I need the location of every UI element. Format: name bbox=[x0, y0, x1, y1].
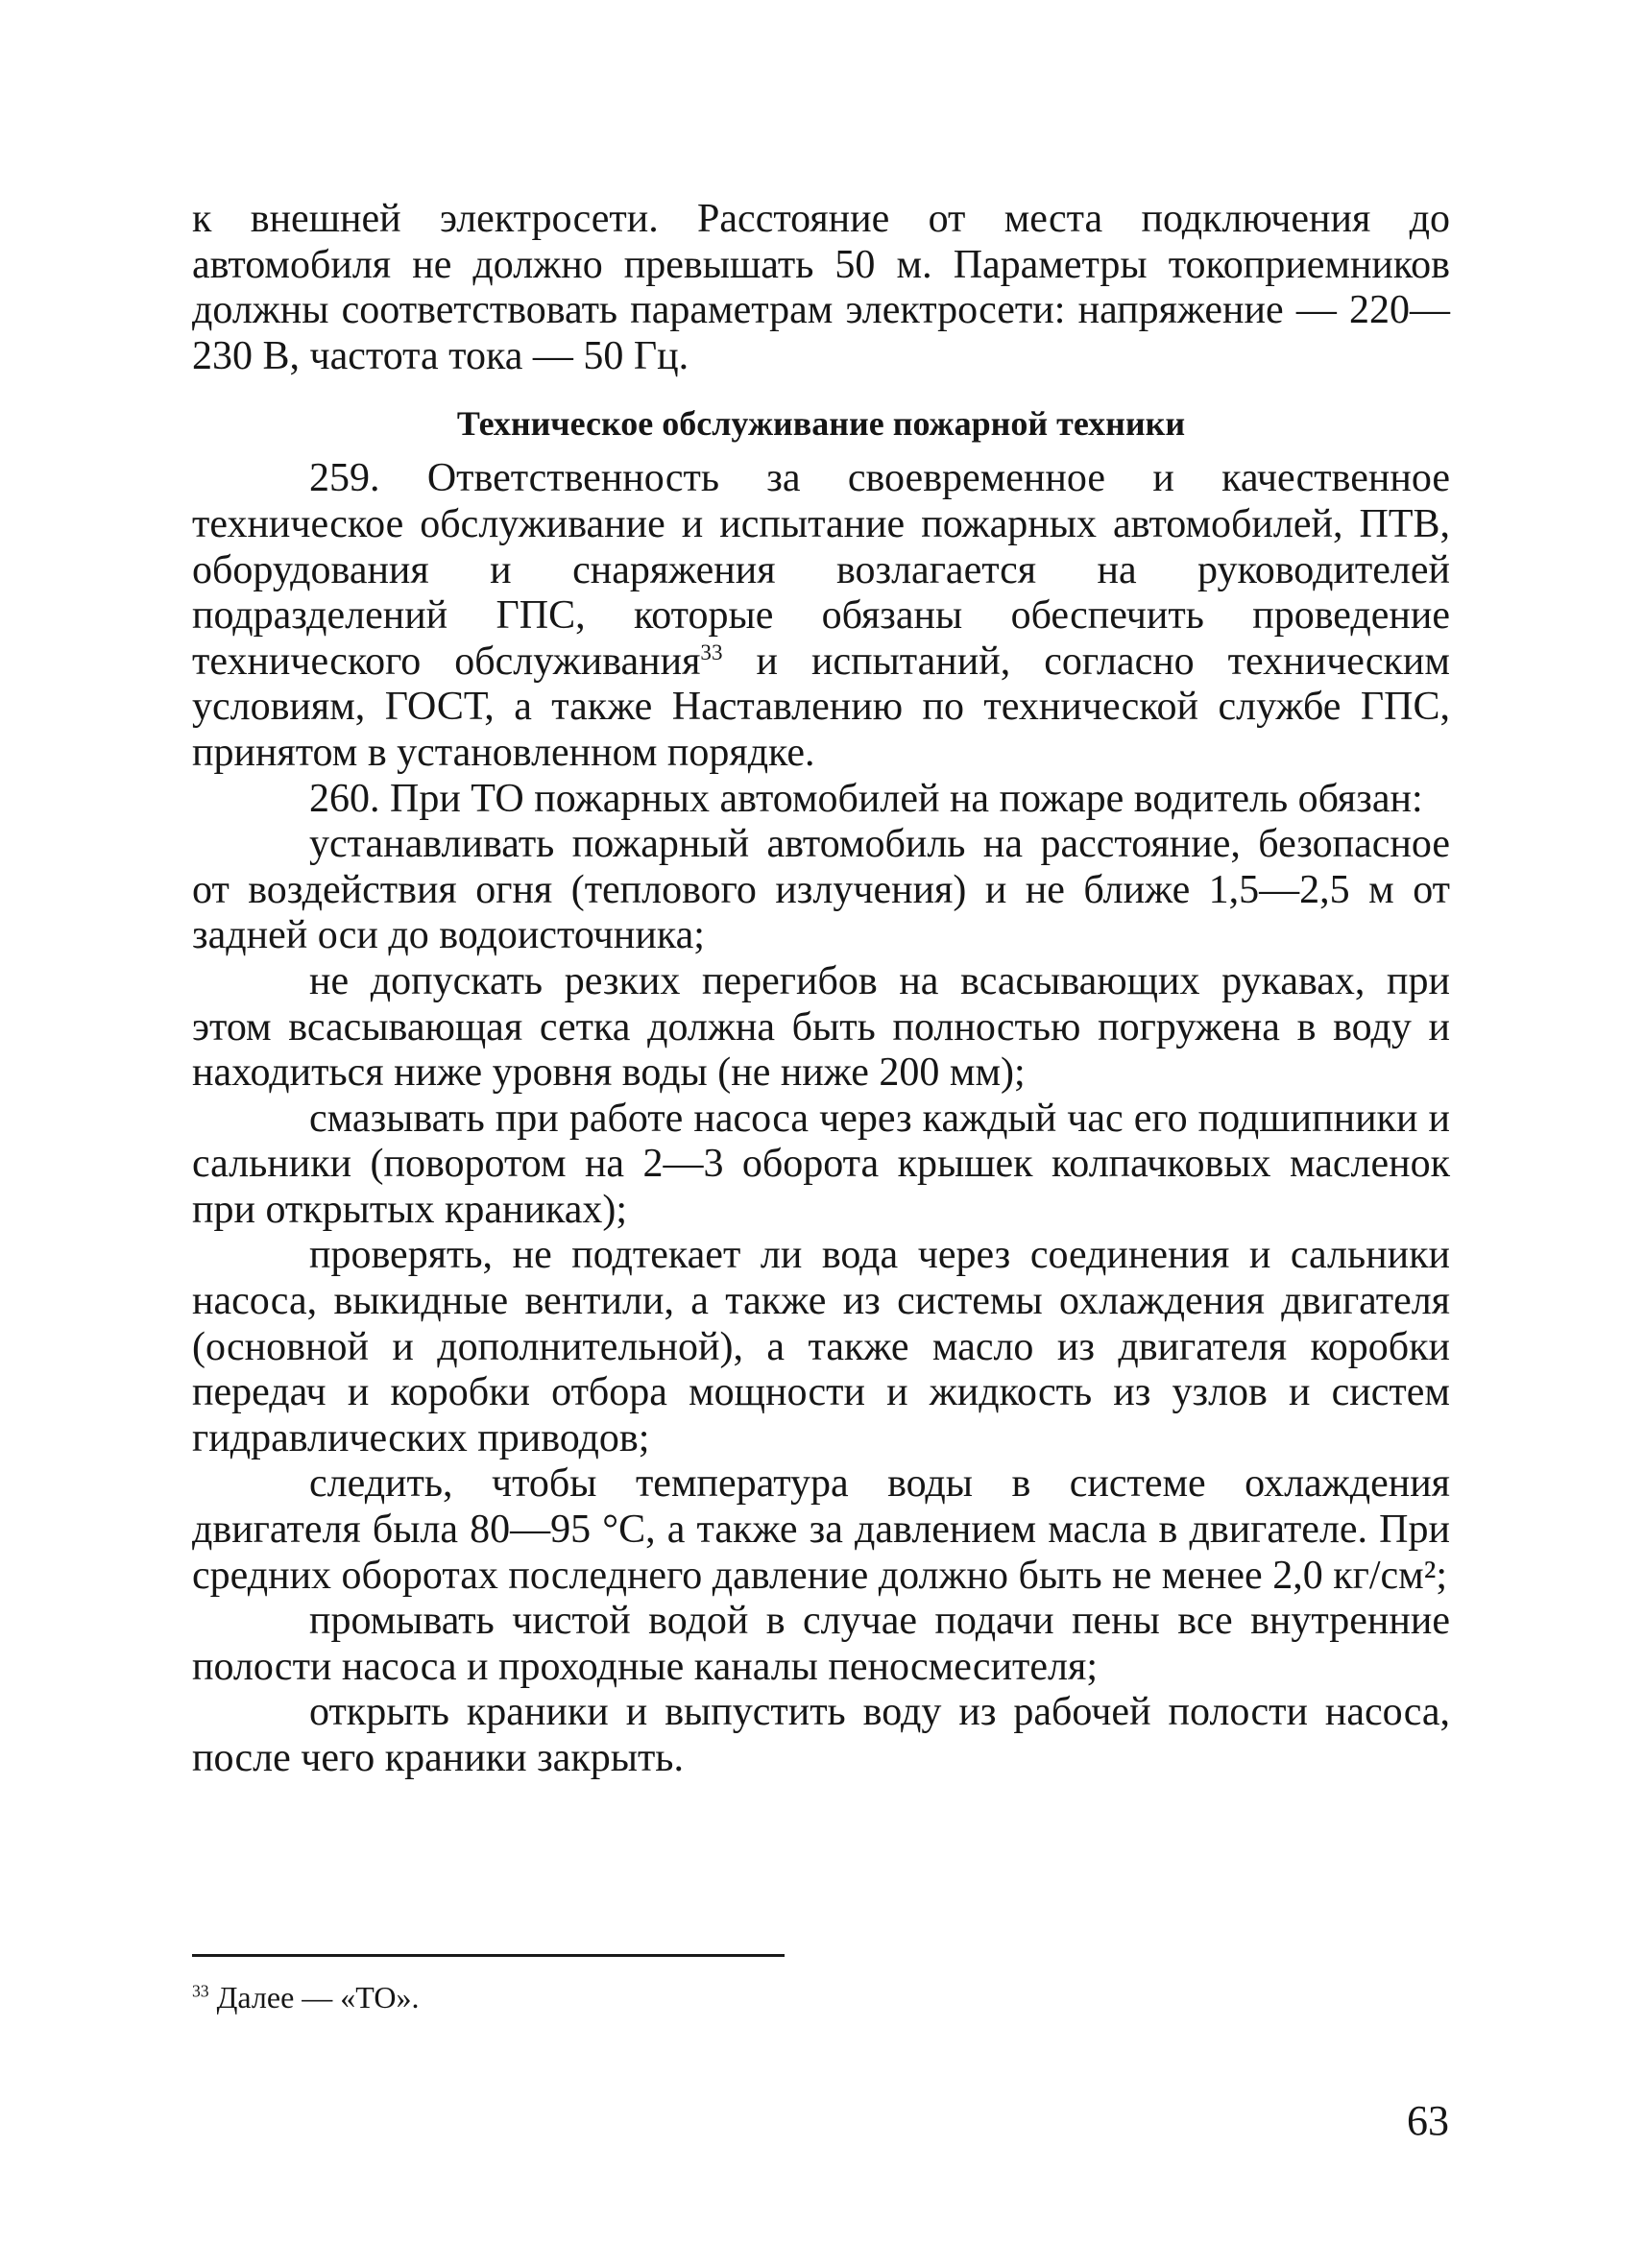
list-item: смазывать при работе насоса через каждый час его подшипники и сальники (поворотом на 2—3 оборота крышек колпачковых масленок при открытых краниках); bbox=[192, 1096, 1450, 1232]
paragraph-259-text: 259. Ответственность за своевременное и качественное техническое обслуживание и испытание пожарных автомобилей, ПТВ, оборудования и снаряжения возлагается на руководителей подразделений ГПС, которые обязаны обеспечить проведение технического обслуживания bbox=[192, 456, 1450, 684]
footnote-reference: 33 bbox=[700, 639, 723, 664]
list-item: открыть краники и выпустить воду из рабочей полости насоса, после чего краники закрыть. bbox=[192, 1690, 1450, 1780]
list-item: устанавливать пожарный автомобиль на расстояние, безопасное от воздействия огня (теплового излучения) и не ближе 1,5—2,5 м от задней оси до водоисточника; bbox=[192, 822, 1450, 958]
paragraph-260: 260. При ТО пожарных автомобилей на пожаре водитель обязан: bbox=[309, 776, 1423, 821]
footnote-text: Далее — «ТО». bbox=[208, 1980, 420, 2015]
footnote-divider bbox=[192, 1954, 785, 1957]
page-body bbox=[192, 197, 1450, 1782]
list-item: следить, чтобы температура воды в системе охлаждения двигателя была 80—95 °С, а также за давлением масла в двигателе. При средних оборотах последнего давление должно быть не менее 2,0 кг/см²; bbox=[192, 1461, 1450, 1598]
page-number: 63 bbox=[1407, 2097, 1449, 2144]
list-item: не допускать резких перегибов на всасывающих рукавах, при этом всасывающая сетка должна быть полностью погружена в воду и находиться ниже уровня воды (не ниже 200 мм); bbox=[192, 958, 1450, 1096]
section-heading: Техническое обслуживание пожарной техники bbox=[456, 404, 1186, 444]
list-item: промывать чистой водой в случае подачи пены все внутренние полости насоса и проходные каналы пеносмесителя; bbox=[192, 1599, 1450, 1689]
footnote bbox=[192, 1978, 420, 2016]
paragraph-259-continuation: и испытаний, согласно техническим условиям, ГОСТ, а также Наставлению по технической службе ГПС, принятом в установленном порядке. bbox=[192, 639, 1450, 775]
paragraph-259 bbox=[192, 456, 1450, 776]
list-item: проверять, не подтекает ли вода через соединения и сальники насоса, выкидные вентили, а также из системы охлаждения двигателя (основной и дополнительной), а также масло из двигателя коробки передач и коробки отбора мощности и жидкость из узлов и систем гидравлических приводов; bbox=[192, 1233, 1450, 1460]
intro-paragraph: к внешней электросети. Расстояние от места подключения до автомобиля не должно превышать 50 м. Параметры токоприемников должны соответствовать параметрам электросети: напряжение — 220—230 В, частота тока — 50 Гц. bbox=[192, 197, 1450, 378]
footnote-mark: 33 bbox=[192, 1981, 209, 2001]
